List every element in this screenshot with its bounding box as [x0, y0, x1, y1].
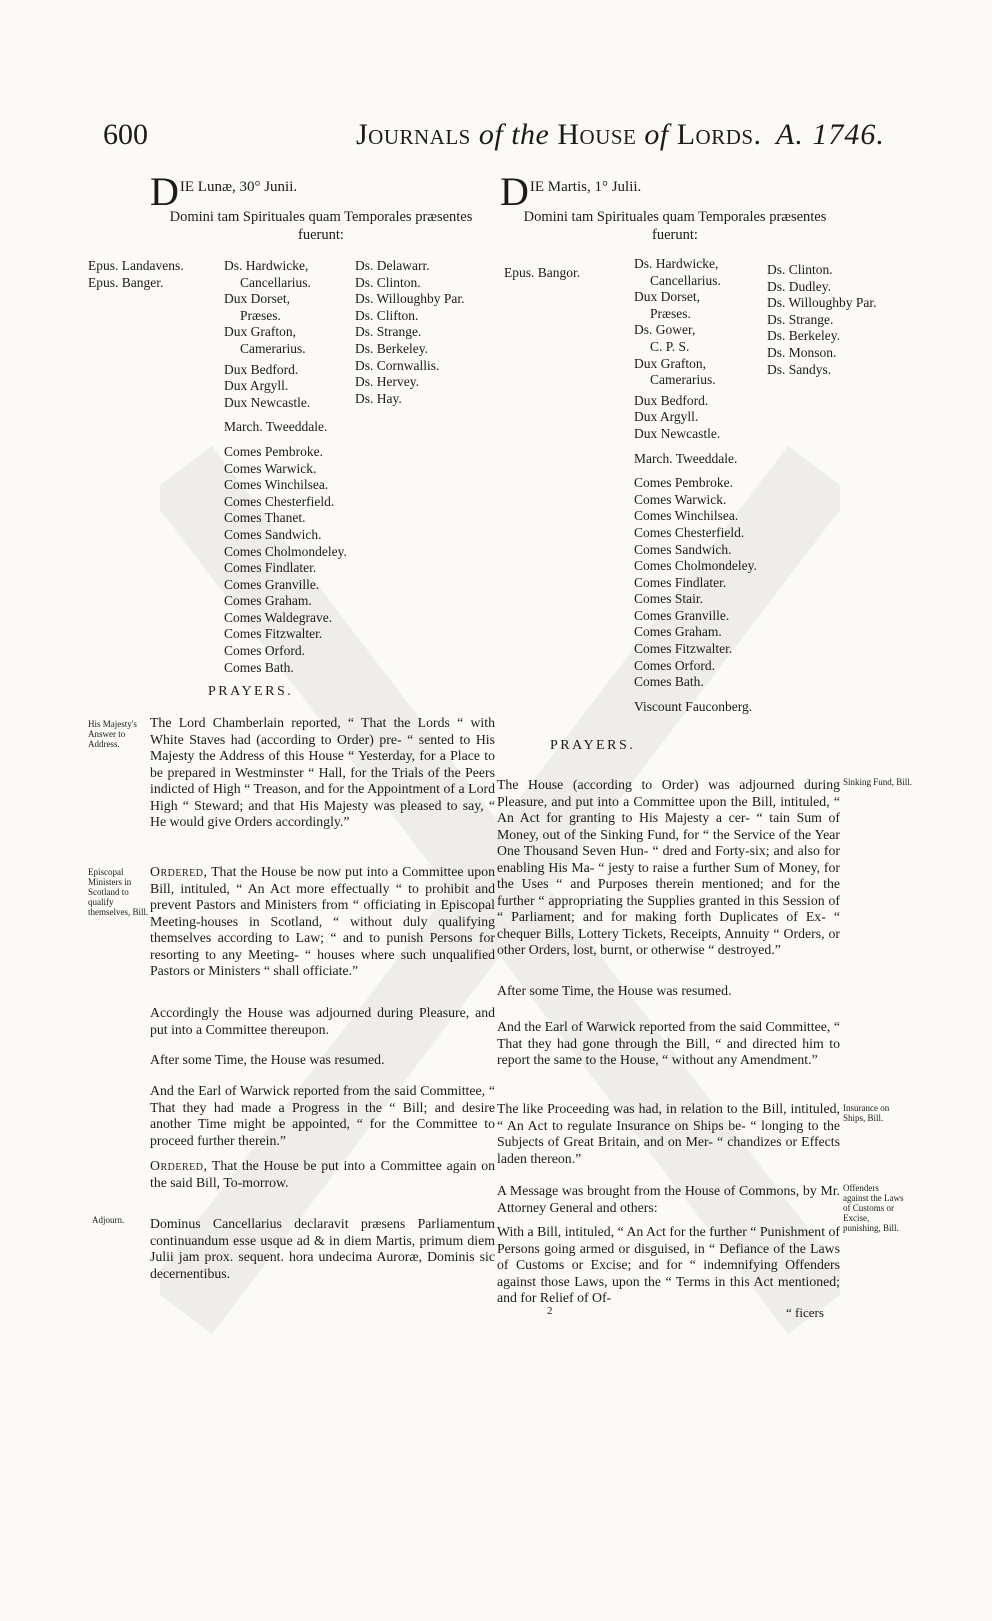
- attendee-entry: Dux Argyll.: [224, 378, 289, 394]
- margin-note: Offenders against the Laws of Customs or Excise, punishing, Bill.: [843, 1183, 904, 1233]
- margin-note: Adjourn.: [92, 1215, 125, 1225]
- title-word: Journals: [356, 118, 471, 151]
- attendee-entry: Dux Dorset,: [634, 289, 700, 305]
- attendee-entry: Ds. Monson.: [767, 344, 837, 360]
- attendee-entry: Ds. Willoughby Par.: [767, 295, 877, 311]
- signature-mark: 2: [547, 1305, 553, 1317]
- attendee-entry: Comes Graham.: [224, 593, 312, 609]
- title-word: of: [478, 118, 504, 151]
- year: A. 1746.: [776, 118, 885, 151]
- paragraph: The House (according to Order) was adjourned during Pleasure, and put into a Committee upon the Bill, intituled, “ An Act for granting to His Majesty a cer- “ tain Sum of Money, out of the Sinking Fund, for “ the Service of the Year One Thousand Seven Hun- “ dred and Forty-six; and also for enabling His Ma- “ jesty to raise a further Sum of Money, for the Uses “ and Purposes therein mentioned; and for the further “ appropriating the Supplies granted in this Session of “ Parliament; and for making forth Duplicates of Ex- “ chequer Bills, Lottery Tickets, Receipts, Annuity “ Orders, or other Orders, lost, burnt, or otherwise “ destroyed.”: [497, 777, 840, 957]
- attendee-entry: Comes Chesterfield.: [634, 524, 745, 540]
- attendance-bishops-right: [504, 265, 580, 282]
- attendee-entry: Dux Grafton,: [224, 324, 296, 340]
- attendance-intro-left: Domini tam Spirituales quam Temporales præsentes fuerunt:: [169, 209, 473, 243]
- paragraph: With a Bill, intituled, “ An Act for the further “ Punishment of Persons going armed or disguised, in “ Defiance of the Laws of Customs or Excise; and for “ indemnifying Offenders against those Laws, upon the “ Terms in this Act mentioned; and for Relief of Of-: [497, 1224, 840, 1305]
- attendee-entry: Comes Fitzwalter.: [224, 626, 323, 642]
- attendee-entry: Ds. Berkeley.: [767, 328, 840, 344]
- attendee-entry: Ds. Delawarr.: [355, 258, 430, 273]
- attendee-entry: Comes Chesterfield.: [224, 493, 335, 509]
- attendee-entry: Cancellarius.: [240, 274, 311, 290]
- attendee-entry: Ds. Cornwallis.: [355, 357, 440, 373]
- attendee-entry: Comes Winchilsea.: [224, 477, 329, 493]
- attendee-entry: Cancellarius.: [650, 272, 721, 288]
- paragraph: A Message was brought from the House of Commons, by Mr. Attorney General and others:: [497, 1183, 840, 1215]
- attendance-lords-right: [767, 262, 876, 378]
- margin-note: Insurance on Ships, Bill.: [843, 1103, 890, 1123]
- day-heading-text: IE Martis, 1° Julii.: [529, 179, 642, 195]
- title-word: House: [557, 118, 637, 151]
- margin-note: Sinking Fund, Bill.: [843, 777, 913, 787]
- attendee-entry: Comes Fitzwalter.: [634, 641, 733, 657]
- attendee-entry: C. P. S.: [650, 338, 690, 354]
- attendee-entry: Præses.: [240, 307, 281, 323]
- attendee-entry: Comes Cholmondeley.: [224, 543, 347, 559]
- title-word: Lords.: [676, 118, 762, 151]
- paragraph: The like Proceeding was had, in relation to the Bill, intituled, “ An Act to regulate Insurance on Ships be- “ longing to the Subjects of Great Britain, and on Mer- “ chandizes or Effects laden thereon.”: [497, 1101, 840, 1166]
- attendee-entry: Comes Orford.: [634, 657, 715, 673]
- attendee-entry: Ds. Strange.: [355, 324, 422, 340]
- page-number: 600: [103, 118, 148, 151]
- attendee-entry: Camerarius.: [240, 340, 306, 356]
- attendee-entry: Ds. Clinton.: [355, 274, 421, 290]
- attendee-entry: Comes Warwick.: [224, 460, 317, 476]
- attendance-intro-right: Domini tam Spirituales quam Temporales præsentes fuerunt:: [523, 209, 827, 243]
- catchword: “ ficers: [786, 1305, 824, 1320]
- attendee-entry: Ds. Hay.: [355, 390, 402, 406]
- paragraph: Ordered, That the House be now put into a Committee upon Bill, intituled, “ An Act more effectually “ to prohibit and prevent Pastors and Ministers from “ officiating in Episcopal Meeting-houses in Scotland, “ without duly qualifying themselves according to Law; “ and to punish Persons for resorting to any Meeting- “ houses where such unqualified Pastors or Ministers “ shall officiate.”: [150, 864, 495, 978]
- attendee-entry: Ds. Hervey.: [355, 374, 419, 390]
- page-header: [0, 118, 992, 158]
- margin-note: Episcopal Ministers in Scotland to qualify themselves, Bill.: [88, 867, 149, 917]
- attendee-entry: Ds. Hardwicke,: [634, 256, 719, 271]
- attendee-entry: Comes Granville.: [224, 576, 320, 592]
- title-word: the: [511, 118, 550, 151]
- attendee-entry: Epus. Banger.: [88, 274, 164, 290]
- paragraph: After some Time, the House was resumed.: [150, 1052, 385, 1067]
- attendee-entry: Comes Orford.: [224, 643, 305, 659]
- attendee-entry: Comes Winchilsea.: [634, 508, 739, 524]
- prayers-heading-left: PRAYERS.: [208, 684, 294, 699]
- attendee-entry: Epus. Bangor.: [504, 265, 581, 280]
- paragraph: After some Time, the House was resumed.: [497, 983, 732, 998]
- attendee-entry: Dux Bedford.: [634, 392, 709, 408]
- attendee-entry: Viscount Fauconberg.: [634, 698, 753, 714]
- paragraph: Accordingly the House was adjourned during Pleasure, and put into a Committee thereupon.: [150, 1005, 495, 1037]
- attendee-entry: Comes Pembroke.: [634, 475, 733, 491]
- paragraph: Ordered, That the House be put into a Committee again on the said Bill, To-morrow.: [150, 1158, 495, 1190]
- day-heading-text: IE Lunæ, 30° Junii.: [179, 179, 298, 195]
- attendee-entry: Comes Thanet.: [224, 510, 306, 526]
- attendee-entry: Camerarius.: [650, 372, 716, 388]
- day-heading-left: [150, 169, 298, 214]
- paragraph: And the Earl of Warwick reported from the said Committee, “ That they had made a Progress in the “ Bill; and desire another Time might be appointed, “ for the Committee to proceed further therein.”: [150, 1083, 495, 1148]
- attendee-entry: Ds. Berkeley.: [355, 340, 428, 356]
- attendee-entry: Comes Bath.: [634, 674, 704, 690]
- prayers-heading-right: PRAYERS.: [550, 738, 636, 753]
- attendance-bishops-left: [88, 258, 184, 291]
- attendee-entry: Comes Cholmondeley.: [634, 558, 757, 574]
- attendee-entry: Ds. Clinton.: [767, 262, 833, 277]
- attendee-entry: Ds. Strange.: [767, 311, 834, 327]
- attendee-entry: Ds. Willoughby Par.: [355, 291, 465, 307]
- attendee-entry: Epus. Landavens.: [88, 258, 184, 273]
- journal-title: [356, 118, 762, 152]
- paragraph: The Lord Chamberlain reported, “ That the Lords “ with White Staves had (according to Order) pre- “ sented to His Majesty the Address of this House “ Yesterday, for a Place to be prepared in Westminster “ Hall, for the Trials of the Peers indicted of High “ Treason, and for the Appointment of a Lord High “ Steward; and that His Majesty was pleased to say, “ He would give Orders accordingly.”: [150, 715, 495, 829]
- drop-cap: D: [150, 169, 179, 214]
- attendee-entry: Ds. Dudley.: [767, 278, 831, 294]
- paragraph: Dominus Cancellarius declaravit præsens Parliamentum continuandum esse usque ad & in diem Martis, primum diem Julii jam prox. sequent. hora undecima Auroræ, Dominis sic decernentibus.: [150, 1216, 495, 1281]
- drop-cap: D: [500, 169, 529, 214]
- attendee-entry: Comes Granville.: [634, 607, 730, 623]
- attendee-entry: Comes Findlater.: [224, 560, 317, 576]
- attendee-entry: Comes Stair.: [634, 591, 704, 607]
- paragraph: And the Earl of Warwick reported from the said Committee, “ That they had gone through the Bill, “ and directed him to report the same to the House, “ without any Amendment.”: [497, 1019, 840, 1067]
- attendee-entry: Dux Newcastle.: [634, 425, 721, 441]
- attendee-entry: Ds. Hardwicke,: [224, 258, 309, 273]
- attendance-peers-left: [224, 258, 347, 676]
- attendee-entry: Comes Bath.: [224, 659, 294, 675]
- day-heading-right: [500, 169, 642, 214]
- margin-note: His Majesty's Answer to Address.: [88, 719, 137, 749]
- attendee-entry: Dux Bedford.: [224, 361, 299, 377]
- attendance-peers-right: [634, 256, 757, 715]
- attendee-entry: Dux Grafton,: [634, 355, 706, 371]
- attendee-entry: Dux Argyll.: [634, 409, 699, 425]
- attendee-entry: Comes Findlater.: [634, 574, 727, 590]
- attendee-entry: Dux Newcastle.: [224, 394, 311, 410]
- attendee-entry: Ds. Gower,: [634, 322, 696, 338]
- attendee-entry: March. Tweeddale.: [634, 450, 738, 466]
- attendee-entry: Ds. Clifton.: [355, 307, 419, 323]
- attendee-entry: Præses.: [650, 305, 691, 321]
- attendee-entry: March. Tweeddale.: [224, 419, 328, 435]
- attendee-entry: Comes Sandwich.: [224, 526, 322, 542]
- attendance-lords-left: [355, 258, 464, 407]
- attendee-entry: Dux Dorset,: [224, 291, 290, 307]
- attendee-entry: Comes Warwick.: [634, 491, 727, 507]
- title-word: of: [644, 118, 669, 151]
- attendee-entry: Comes Pembroke.: [224, 443, 323, 459]
- attendee-entry: Comes Sandwich.: [634, 541, 732, 557]
- attendee-entry: Comes Waldegrave.: [224, 609, 333, 625]
- attendee-entry: Ds. Sandys.: [767, 361, 832, 377]
- attendee-entry: Comes Graham.: [634, 624, 722, 640]
